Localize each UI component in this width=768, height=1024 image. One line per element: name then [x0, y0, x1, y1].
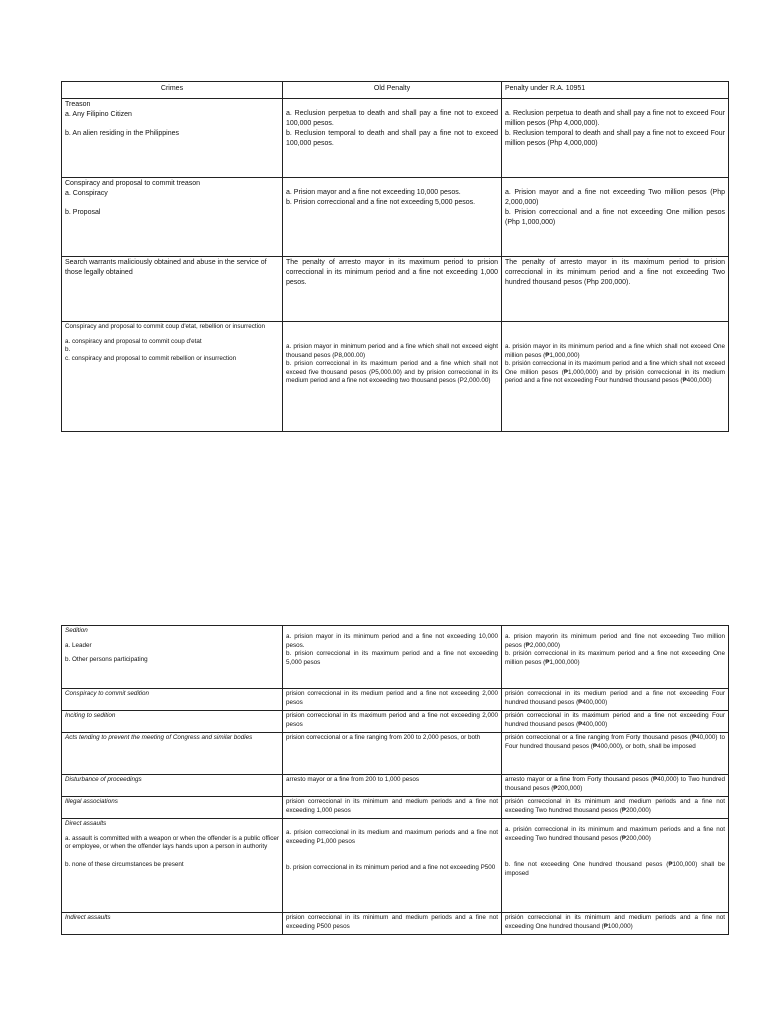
crime-cell [62, 689, 283, 711]
penalty-text: arresto mayor or a fine from 200 to 1,000 pesos [286, 776, 420, 783]
crime-title: Treason [65, 101, 91, 108]
penalty-text: prisión correccional in its minimum and medium periods and a fine not exceeding Two hundred thousand pesos (₱200,000) [505, 798, 725, 814]
penalty-text: The penalty of arresto mayor in its maximum period to prision correccional in its minimum period and a fine not exceeding Two hundred thousand pesos (Php 200,000). [505, 259, 725, 286]
penalty-text: a. Reclusion perpetua to death and shall pay a fine not to exceed 100,000 pesos. [286, 110, 498, 127]
crime-title: Conspiracy and proposal to commit treason [65, 180, 201, 187]
table-row [62, 819, 729, 913]
crime-item: a. assault is committed with a weapon or when the offender is a public officer or employee, or when the offender lays hands upon a person in authority [65, 834, 279, 850]
table-row [62, 257, 729, 322]
crime-item: b. Proposal [65, 209, 101, 216]
penalty-text: b. prision correccional in its maximum period and a fine not exceeding 5,000 pesos [286, 650, 498, 666]
penalty-table-2 [61, 625, 729, 935]
penalty-text: prisión correccional in its medium period and a fine not exceeding Four hundred thousand pesos (₱400,000) [505, 690, 725, 706]
table-row [62, 178, 729, 257]
crime-cell [62, 733, 283, 775]
penalty-text: prisión correccional in its minimum and medium periods and a fine not exceeding One hundred thousand (₱100,000) [505, 914, 725, 930]
new-penalty-cell [502, 711, 729, 733]
penalty-text: prision correccional or a fine ranging from 200 to 2,000 pesos, or both [286, 734, 481, 741]
crime-item: a. Leader [65, 641, 92, 649]
penalty-text: b. prisión correccional in its maximum period and a fine which shall not exceed One million pesos (₱1,000,000) and by prisión correccional in its medium period and a fine not exceeding Four hundred thousand pesos (₱400,000) [505, 360, 725, 384]
table-row [62, 797, 729, 819]
penalty-text: a. prision mayorin its minimum period and fine not exceeding Two million pesos (₱2,000,000) [505, 633, 725, 649]
old-penalty-cell [283, 711, 502, 733]
penalty-text: a. prisión mayor in its minimum period and a fine which shall not exceed One million pesos (₱1,000,000) [505, 343, 725, 359]
crime-title: Inciting to sedition [65, 712, 116, 719]
crime-cell [62, 711, 283, 733]
new-penalty-cell [502, 775, 729, 797]
penalty-text: prision correccional in its minimum and medium periods and a fine not exceeding P500 pesos [286, 914, 498, 930]
crime-item: b. [65, 346, 71, 353]
penalty-text: a. prisión correccional in its minimum and maximum periods and a fine not exceeding Two hundred thousand pesos (₱200,000) [505, 826, 725, 842]
penalty-text: a. prision mayor in minimum period and a fine which shall not exceed eight thousand pesos (P8,000.00) [286, 343, 498, 359]
crime-title: Conspiracy and proposal to commit coup d'etat, rebellion or insurrection [65, 323, 266, 330]
old-penalty-cell [283, 797, 502, 819]
old-penalty-cell [283, 775, 502, 797]
penalty-text: prisión correccional in its maximum period and a fine not exceeding Four hundred thousand pesos (₱400,000) [505, 712, 725, 728]
new-penalty-cell [502, 322, 729, 432]
table-row [62, 689, 729, 711]
crime-title: Conspiracy to commit sedition [65, 690, 149, 697]
crime-cell [62, 99, 283, 178]
crime-item: a. Conspiracy [65, 190, 108, 197]
penalty-text: a. Prision mayor and a fine not exceeding Two million pesos (Php 2,000,000) [505, 189, 725, 206]
crime-cell [62, 626, 283, 689]
penalty-text: prision correccional in its medium period and a fine not exceeding 2,000 pesos [286, 690, 498, 706]
crime-cell [62, 257, 283, 322]
crime-title: Direct assaults [65, 820, 107, 827]
penalty-text: prision correccional in its minimum and medium periods and a fine not exceeding 1,000 pesos [286, 798, 498, 814]
penalty-text: b. Prision correccional and a fine not exceeding 5,000 pesos. [286, 199, 476, 206]
old-penalty-cell [283, 626, 502, 689]
penalty-text: a. Reclusion perpetua to death and shall pay a fine not to exceed Four million pesos (Php 4,000,000). [505, 110, 725, 127]
old-penalty-cell [283, 819, 502, 913]
crime-item: c. conspiracy and proposal to commit rebellion or insurrection [65, 354, 237, 362]
penalty-text: The penalty of arresto mayor in its maximum period to prision correccional in its minimum period and a fine not exceeding 1,000 pesos. [286, 259, 498, 286]
table-row [62, 913, 729, 935]
old-penalty-cell [283, 257, 502, 322]
crime-item: b. Other persons participating [65, 656, 148, 663]
table-row [62, 711, 729, 733]
penalty-text: b. Reclusion temporal to death and shall pay a fine not to exceed 100,000 pesos. [286, 130, 498, 147]
old-penalty-cell [283, 322, 502, 432]
table-row [62, 322, 729, 432]
crime-item: a. Any Filipino Citizen [65, 111, 132, 118]
header-crimes: Crimes [62, 82, 283, 99]
new-penalty-cell [502, 178, 729, 257]
old-penalty-cell [283, 733, 502, 775]
penalty-text: b. prisión correccional in its maximum period and a fine not exceeding One million pesos (₱1,000,000) [505, 650, 725, 666]
penalty-text: a. Prision mayor and a fine not exceeding 10,000 pesos. [286, 189, 461, 196]
old-penalty-cell [283, 913, 502, 935]
penalty-table-1 [61, 81, 729, 432]
new-penalty-cell [502, 819, 729, 913]
table-row [62, 775, 729, 797]
new-penalty-cell [502, 733, 729, 775]
crime-title: Indirect assaults [65, 914, 111, 921]
table-row [62, 626, 729, 689]
penalty-text: prisión correccional or a fine ranging from Forty thousand pesos (₱40,000) to Four hundred thousand pesos (₱400,000), or both, shall be imposed [505, 734, 725, 750]
new-penalty-cell [502, 257, 729, 322]
penalty-text: b. prision correccional in its minimum period and a fine not exceeding P500 [286, 864, 496, 871]
penalty-text: b. Reclusion temporal to death and shall pay a fine not to exceed Four million pesos (Php 4,000,000) [505, 130, 725, 147]
penalty-text: a. prision correccional in its medium and maximum periods and a fine not exceeding P1,000 pesos [286, 829, 498, 845]
new-penalty-cell [502, 99, 729, 178]
crime-item: b. An alien residing in the Philippines [65, 130, 180, 137]
penalty-text: b. fine not exceeding One hundred thousand pesos (₱100,000) shall be imposed [505, 861, 725, 877]
penalty-text: arresto mayor or a fine from Forty thousand pesos (₱40,000) to Two hundred thousand pesos (₱200,000) [505, 776, 725, 792]
crime-title: Acts tending to prevent the meeting of Congress and similar bodies [65, 734, 253, 741]
crime-title: Disturbance of proceedings [65, 776, 142, 783]
old-penalty-cell [283, 178, 502, 257]
penalty-text: b. Prision correccional and a fine not exceeding One million pesos (Php 1,000,000) [505, 209, 725, 226]
crime-item: b. none of these circumstances be present [65, 860, 184, 868]
crime-title: Sedition [65, 627, 88, 634]
penalty-text: prision correccional in its maximum period and a fine not exceeding 2,000 pesos [286, 712, 498, 728]
crime-cell [62, 913, 283, 935]
crime-cell [62, 322, 283, 432]
header-old-penalty: Old Penalty [283, 82, 502, 99]
header-new-penalty: Penalty under R.A. 10951 [502, 82, 729, 99]
crime-cell [62, 819, 283, 913]
penalty-text: a. prision mayor in its minimum period and a fine not exceeding 10,000 pesos. [286, 633, 498, 649]
crime-cell [62, 797, 283, 819]
new-penalty-cell [502, 689, 729, 711]
crime-title: Illegal associations [65, 798, 118, 805]
crime-item: a. conspiracy and proposal to commit coup d'etat [65, 337, 202, 345]
new-penalty-cell [502, 913, 729, 935]
new-penalty-cell [502, 626, 729, 689]
table-row [62, 99, 729, 178]
table-header-row [62, 82, 729, 99]
old-penalty-cell [283, 689, 502, 711]
crime-cell [62, 775, 283, 797]
penalty-text: b. prision correccional in its maximum period and a fine which shall not exceed five thousand pesos (P5,000.00) and by prision correccional in its medium period and a fine not exceeding two thousand pesos (P2,000.00) [286, 360, 498, 384]
new-penalty-cell [502, 797, 729, 819]
old-penalty-cell [283, 99, 502, 178]
table-row [62, 733, 729, 775]
crime-cell [62, 178, 283, 257]
crime-title: Search warrants maliciously obtained and abuse in the service of those legally obtained [65, 259, 267, 276]
